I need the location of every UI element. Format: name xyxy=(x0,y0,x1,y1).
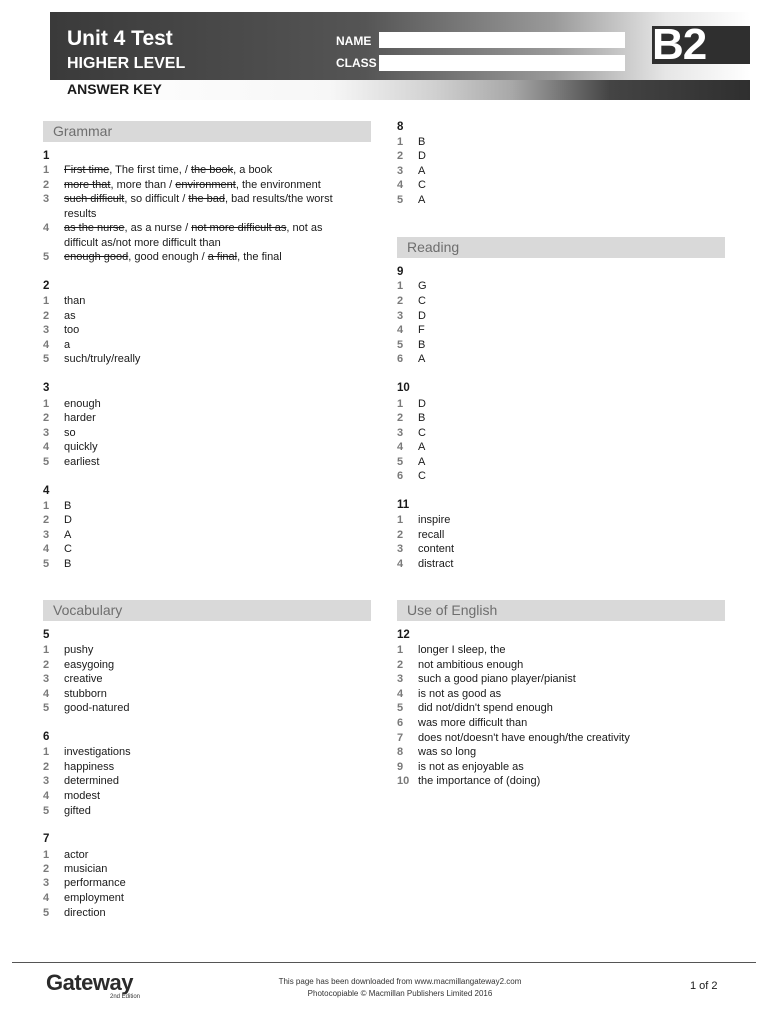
list-item: 8 was so long xyxy=(397,746,477,758)
list-item: 5 good-natured xyxy=(43,702,130,714)
list-item: 1 enough xyxy=(43,398,101,410)
list-item: 3 so xyxy=(43,427,76,439)
list-item: 2 C xyxy=(397,295,426,307)
logo-edition: 2nd Edition xyxy=(110,994,141,1000)
footer-divider xyxy=(12,962,756,963)
class-label: CLASS xyxy=(336,56,377,70)
list-item: 2 as xyxy=(43,310,76,322)
list-item: 2 more that, more than / environment, the environment xyxy=(43,179,321,191)
section-grammar: Grammar xyxy=(43,121,371,142)
list-item: 1 longer I sleep, the xyxy=(397,644,506,656)
list-item: 2 not ambitious enough xyxy=(397,659,524,671)
list-item: 3 A xyxy=(397,165,426,177)
question-7-number: 7 xyxy=(43,833,50,845)
question-6-number: 6 xyxy=(43,731,50,743)
list-item: 1 First time, The first time, / the book, a book xyxy=(43,164,273,176)
name-field[interactable] xyxy=(379,32,625,48)
list-item: 3 too xyxy=(43,324,80,336)
list-item: 4 A xyxy=(397,441,426,453)
question-9-number: 9 xyxy=(397,266,404,278)
list-item: 6 was more difficult than xyxy=(397,717,528,729)
list-item: 4 as the nurse, as a nurse / not more difficult as, not as difficult as/not more difficult than xyxy=(43,222,323,249)
list-item: 3 such a good piano player/pianist xyxy=(397,673,576,685)
list-item: 2 easygoing xyxy=(43,659,115,671)
list-item: 4 C xyxy=(43,543,72,555)
list-item: 10 the importance of (doing) xyxy=(397,775,541,787)
list-item: 5 B xyxy=(43,558,72,570)
list-item: 4 modest xyxy=(43,790,101,802)
answer-key-title: ANSWER KEY xyxy=(67,81,162,97)
list-item: 1 than xyxy=(43,295,86,307)
list-item: 5 enough good, good enough / a final, the final xyxy=(43,251,282,263)
list-item: 9 is not as enjoyable as xyxy=(397,761,524,773)
list-item: 2 recall xyxy=(397,529,445,541)
list-item: 3 C xyxy=(397,427,426,439)
list-item: 1 G xyxy=(397,280,427,292)
question-10-number: 10 xyxy=(397,382,410,394)
page-number: 1 of 2 xyxy=(690,980,718,992)
list-item: 1 inspire xyxy=(397,514,451,526)
level-title: HIGHER LEVEL xyxy=(67,55,186,72)
list-item: 6 A xyxy=(397,353,426,365)
list-item: 5 B xyxy=(397,339,426,351)
list-item: 1 pushy xyxy=(43,644,94,656)
list-item: 3 content xyxy=(397,543,455,555)
list-item: 4 distract xyxy=(397,558,454,570)
section-vocabulary: Vocabulary xyxy=(43,600,371,621)
list-item: 2 musician xyxy=(43,863,108,875)
list-item: 3 performance xyxy=(43,877,126,889)
list-item: 4 C xyxy=(397,179,426,191)
list-item: 3 A xyxy=(43,529,72,541)
list-item: 6 C xyxy=(397,470,426,482)
unit-title: Unit 4 Test xyxy=(67,27,173,50)
question-12-number: 12 xyxy=(397,629,410,641)
question-2-number: 2 xyxy=(43,280,50,292)
list-item: 5 did not/didn't spend enough xyxy=(397,702,553,714)
list-item: 1 actor xyxy=(43,849,89,861)
list-item: 2 D xyxy=(397,150,426,162)
list-item: 5 direction xyxy=(43,907,106,919)
list-item: 3 creative xyxy=(43,673,103,685)
list-item: 5 A xyxy=(397,456,426,468)
question-1-number: 1 xyxy=(43,150,50,162)
list-item: 3 determined xyxy=(43,775,120,787)
list-item: 4 F xyxy=(397,324,425,336)
list-item: 3 D xyxy=(397,310,426,322)
level-badge: B2 xyxy=(652,20,707,69)
list-item: 3 such difficult, so difficult / the bad, bad results/the worst results xyxy=(43,193,333,220)
copyright-notice: Photocopiable © Macmillan Publishers Limited 2016 xyxy=(307,989,493,998)
question-3-number: 3 xyxy=(43,382,50,394)
list-item: 5 A xyxy=(397,194,426,206)
list-item: 5 gifted xyxy=(43,805,91,817)
list-item: 4 quickly xyxy=(43,441,98,453)
list-item: 2 harder xyxy=(43,412,96,424)
list-item: 4 is not as good as xyxy=(397,688,502,700)
list-item: 4 employment xyxy=(43,892,124,904)
list-item: 4 a xyxy=(43,339,71,351)
question-4-number: 4 xyxy=(43,485,50,497)
section-use-of-english: Use of English xyxy=(397,600,725,621)
list-item: 7 does not/doesn't have enough/the creativity xyxy=(397,732,630,744)
list-item: 5 earliest xyxy=(43,456,100,468)
list-item: 1 investigations xyxy=(43,746,131,758)
download-notice: This page has been downloaded from www.macmillangateway2.com xyxy=(278,977,522,986)
list-item: 1 D xyxy=(397,398,426,410)
list-item: 2 D xyxy=(43,514,72,526)
list-item: 4 stubborn xyxy=(43,688,107,700)
list-item: 1 B xyxy=(397,136,426,148)
gateway-logo: Gateway xyxy=(46,970,133,995)
name-label: NAME xyxy=(336,34,372,48)
section-reading: Reading xyxy=(397,237,725,258)
list-item: 1 B xyxy=(43,500,72,512)
question-5-number: 5 xyxy=(43,629,50,641)
question-8-number: 8 xyxy=(397,121,404,133)
class-field[interactable] xyxy=(379,55,625,71)
list-item: 2 B xyxy=(397,412,426,424)
list-item: 5 such/truly/really xyxy=(43,353,141,365)
question-11-number: 11 xyxy=(397,499,410,511)
list-item: 2 happiness xyxy=(43,761,115,773)
